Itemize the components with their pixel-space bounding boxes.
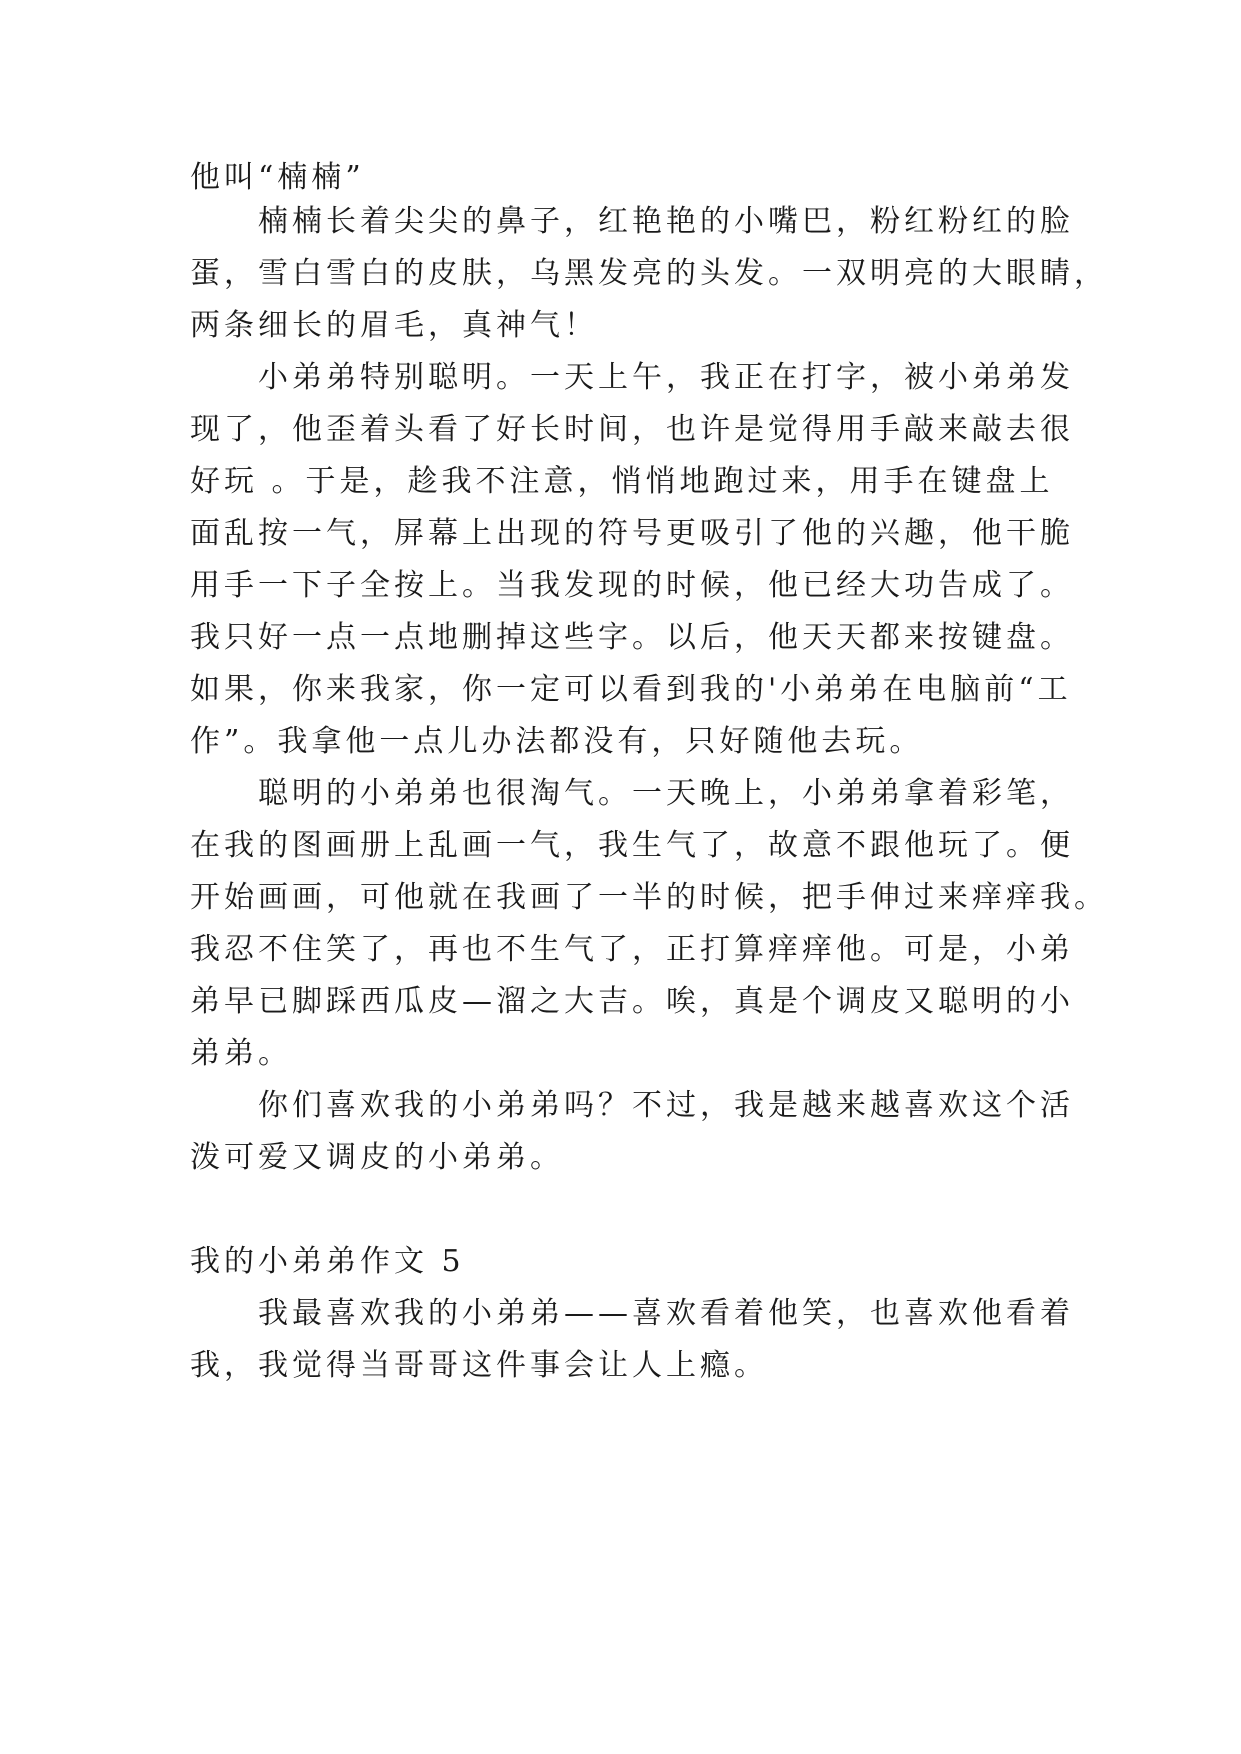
paragraph-line: 我最喜欢我的小弟弟——喜欢看着他笑，也喜欢他看着 <box>258 1296 1074 1331</box>
paragraph-line: 现了，他歪着头看了好长时间，也许是觉得用手敲来敲去很 <box>190 412 1074 447</box>
paragraph-line: 弟早已脚踩西瓜皮—溜之大吉。唉，真是个调皮又聪明的小 <box>190 984 1074 1019</box>
paragraph-line: 楠楠长着尖尖的鼻子，红艳艳的小嘴巴，粉红粉红的脸 <box>258 204 1074 239</box>
section-title: 他叫“楠楠” <box>190 160 365 195</box>
paragraph-line: 如果，你来我家，你一定可以看到我的'小弟弟在电脑前“工 <box>190 672 1072 707</box>
paragraph-line: 我，我觉得当哥哥这件事会让人上瘾。 <box>190 1348 768 1383</box>
paragraph-line: 面乱按一气，屏幕上出现的符号更吸引了他的兴趣，他干脆 <box>190 516 1074 551</box>
paragraph-line: 小弟弟特别聪明。一天上午，我正在打字，被小弟弟发 <box>258 360 1074 395</box>
paragraph-line: 我忍不住笑了，再也不生气了，正打算痒痒他。可是，小弟 <box>190 932 1074 967</box>
paragraph-line: 好玩 。于是，趁我不注意，悄悄地跑过来，用手在键盘上 <box>190 464 1054 499</box>
section-title: 我的小弟弟作文 5 <box>190 1244 465 1279</box>
paragraph-line: 泼可爱又调皮的小弟弟。 <box>190 1140 564 1175</box>
paragraph-line: 蛋，雪白雪白的皮肤，乌黑发亮的头发。一双明亮的大眼睛， <box>190 256 1108 291</box>
paragraph-line: 聪明的小弟弟也很淘气。一天晚上，小弟弟拿着彩笔， <box>258 776 1074 811</box>
paragraph-line: 你们喜欢我的小弟弟吗？不过，我是越来越喜欢这个活 <box>258 1088 1074 1123</box>
paragraph-line: 弟弟。 <box>190 1036 292 1071</box>
paragraph-line: 我只好一点一点地删掉这些字。以后，他天天都来按键盘。 <box>190 620 1074 655</box>
paragraph-line: 两条细长的眉毛，真神气！ <box>190 308 598 343</box>
paragraph-line: 作”。我拿他一点儿办法都没有，只好随他去玩。 <box>190 724 924 759</box>
paragraph-line: 开始画画，可他就在我画了一半的时候，把手伸过来痒痒我。 <box>190 880 1108 915</box>
paragraph-line: 用手一下子全按上。当我发现的时候，他已经大功告成了。 <box>190 568 1074 603</box>
paragraph-line: 在我的图画册上乱画一气，我生气了，故意不跟他玩了。便 <box>190 828 1074 863</box>
